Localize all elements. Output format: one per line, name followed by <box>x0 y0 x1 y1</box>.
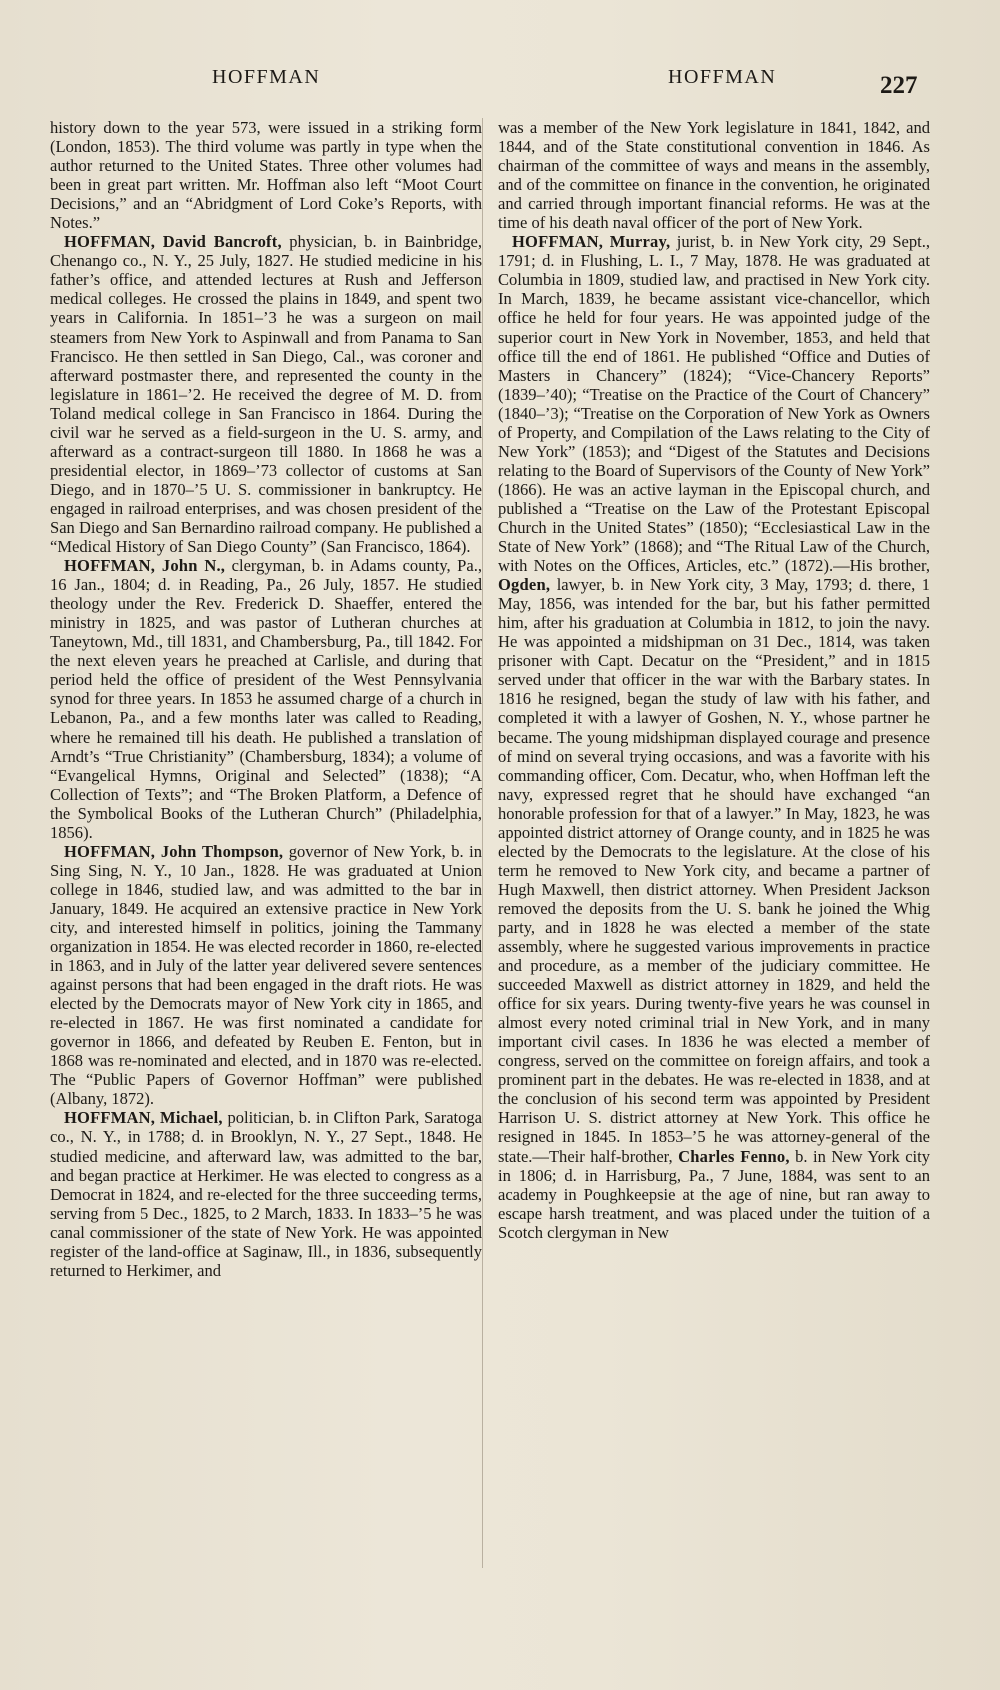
entry-heading: HOFFMAN, Michael, <box>64 1108 223 1128</box>
entry-heading: HOFFMAN, John Thompson, <box>64 841 284 861</box>
entry-text: politician, b. in Clifton Park, Saratoga co., N. Y., in 1788; d. in Brooklyn, N. Y., 27 Sept., 1848. He studied medicine, and afterward law, was admitted to the bar, and began practice at Herkimer. He was elected to congress as a Democrat in 1824, and re-elected for the three succeeding terms, serving from 5 Dec., 1825, to 2 March, 1833. In 1833–’5 he was canal commissioner of the state of New York. He was appointed register of the land-office at Saginaw, Ill., in 1836, subsequently returned to Herkimer, and <box>50 1108 483 1280</box>
entry-heading: HOFFMAN, David Bancroft, <box>64 232 282 252</box>
entry-text: was a member of the New York legislature in 1841, 1842, and 1844, and of the State constitutional convention in 1846. As chairman of the committee of ways and means in the assembly, and of the committee on finance in the convention, he originated and carried through important financial reforms. He was at the time of his death naval officer of the port of New York. <box>498 118 930 233</box>
entry-text: clergyman, b. in Adams county, Pa., 16 Jan., 1804; d. in Reading, Pa., 26 July, 1857. He studied theology under the Rev. Frederick D. Shaeffer, entered the ministry in 1825, and was pastor of Lutheran churches at Taneytown, Md., till 1831, and Chambersburg, Pa., till 1842. For the next eleven years he preached at Carlisle, and during that period held the office of president of the West Pennsylvania synod for three years. In 1853 he assumed charge of a church in Lebanon, Pa., and a few months later was called to Reading, where he remained till his death. He published a translation of Arndt’s “True Christianity” (Chambersburg, 1834); a volume of “Evangelical Hymns, Original and Selected” (1838); “A Collection of Texts”; and “The Broken Platform, a Defence of the Symbolical Books of the Lutheran Church” (Philadelphia, 1856). <box>50 556 482 842</box>
entry-text: physician, b. in Bainbridge, Chenango co., N. Y., 25 July, 1827. He studied medicine in his father’s office, and attended lectures at Rush and Jefferson medical colleges. He crossed the plains in 1849, and spent two years in California. In 1851–’3 he was a surgeon on mail steamers from New York to Aspinwall and from Panama to San Francisco. He then settled in San Diego, Cal., was coroner and afterward postmaster there, and represented the county in the legislature in 1861–’2. He received the degree of M. D. from Toland medical college in San Francisco in 1864. During the civil war he served as a field-surgeon in the U. S. army, and afterward as a contract-surgeon till 1880. In 1868 he was a presidential elector, in 1869–’73 collector of customs at San Diego, and in 1870–’5 U. S. commissioner in bankruptcy. He engaged in railroad enterprises, and was chosen president of the San Diego and San Bernardino railroad company. He published a “Medical History of San Diego County” (San Francisco, 1864). <box>50 232 482 557</box>
sub-entry-heading-ogden: Ogden, <box>498 575 551 595</box>
entry-text: b. in New York city in 1806; d. in Harrisburg, Pa., 7 June, 1884, was sent to an academy in Poughkeepsie at the age of nine, but ran away to escape harsh treatment, and was placed under the tuition of a Scotch clergyman in New <box>498 1146 930 1242</box>
entry-text: history down to the year 573, were issued in a striking form (London, 1853). The third volume was partly in type when the author returned to the United States. Three other volumes had been in great part written. Mr. Hoffman also left “Moot Court Decisions,” and an “Abridgment of Lord Coke’s Reports, with Notes.” <box>50 118 482 233</box>
entry-john-n <box>50 556 482 842</box>
right-column <box>498 118 930 1242</box>
entry-heading: HOFFMAN, John N., <box>64 556 226 576</box>
continuation-paragraph <box>498 118 930 232</box>
entry-text: jurist, b. in New York city, 29 Sept., 1791; d. in Flushing, L. I., 7 May, 1878. He was graduated at Columbia in 1809, studied law, and practised in New York city. In March, 1839, he became assistant vice-chancellor, which office he held for four years. He was appointed judge of the superior court in New York in November, 1853, and held that office till the end of 1861. He published “Office and Duties of Masters in Chancery” (1824); “Vice-Chancery Reports” (1839–’40); “Treatise on the Practice of the Court of Chancery” (1840–’3); “Treatise on the Corporation of New York as Owners of Property, and Compilation of the Laws relating to the City of New York” (1853); and “Digest of the Statutes and Decisions relating to the Board of Supervisors of the County of New York” (1866). He was an active layman in the Episcopal church, and published a “Treatise on the Law of the Protestant Episcopal Church in the United States” (1850); “Ecclesiastical Law in the State of New York” (1868); and “The Ritual Law of the Church, with Notes on the Offices, Articles, etc.” (1872).—His brother, <box>498 232 930 576</box>
page-number: 227 <box>880 72 918 99</box>
entry-john-thompson <box>50 842 482 1109</box>
running-head-right: HOFFMAN <box>668 66 777 88</box>
entry-text: governor of New York, b. in Sing Sing, N. Y., 10 Jan., 1828. He was graduated at Union college in 1846, studied law, and was admitted to the bar in January, 1849. He acquired an extensive practice in New York city, and interested himself in politics, joining the Tammany organization in 1854. He was elected recorder in 1860, re-elected in 1863, and in July of the latter year delivered severe sentences against persons that had been engaged in the draft riots. He was elected by the Democrats mayor of New York city in 1865, and re-elected in 1867. He was first nominated a candidate for governor in 1866, and defeated by Reuben E. Fenton, but in 1868 was re-nominated and elected, and in 1870 was re-elected. The “Public Papers of Governor Hoffman” were published (Albany, 1872). <box>50 841 482 1109</box>
running-head-left: HOFFMAN <box>212 66 321 88</box>
entry-heading: HOFFMAN, Murray, <box>512 232 671 252</box>
left-column <box>50 118 482 1280</box>
sub-entry-heading-charles-fenno: Charles Fenno, <box>678 1146 790 1166</box>
column-divider <box>482 118 483 1568</box>
entry-murray <box>498 232 930 1241</box>
entry-michael <box>50 1108 482 1279</box>
entry-text: lawyer, b. in New York city, 3 May, 1793; d. there, 1 May, 1856, was intended for the bar, but his father permitted him, after his graduation at Columbia in 1812, to join the navy. He was appointed a midshipman on 31 Dec., 1814, was taken prisoner with Capt. Decatur on the “President,” and in 1815 served under that officer in the war with the Barbary states. In 1816 he resigned, began the study of law with his father, and completed it with a lawyer of Goshen, N. Y., whose partner he became. The young midshipman displayed courage and presence of mind on several trying occasions, and was a favorite with his commanding officer, Com. Decatur, who, when Hoffman left the navy, expressed regret that he should have exchanged “an honorable profession for that of a lawyer.” In May, 1823, he was appointed district attorney of Orange county, and in 1825 he was elected by the Democrats to the legislature. At the close of his term he removed to New York city, and became a partner of Hugh Maxwell, then district attorney. When President Jackson removed the deposits from the U. S. bank he joined the Whig party, and in 1828 he was elected a member of the state assembly, where he suggested various improvements in practice and procedure, as a member of the judiciary committee. He succeeded Maxwell as district attorney in 1829, and held the office for six years. During twenty-five years he was counsel in almost every noted criminal trial in New York, and in many important civil cases. In 1836 he was elected a member of congress, served on the committee on foreign affairs, and took a prominent part in the debates. He was re-elected in 1838, and at the conclusion of his second term was appointed by President Harrison U. S. district attorney at New York. This office he resigned in 1845. In 1853–’5 he was attorney-general of the state.—Their half-brother, <box>498 575 930 1166</box>
continuation-paragraph <box>50 118 482 232</box>
entry-david-bancroft <box>50 232 482 556</box>
